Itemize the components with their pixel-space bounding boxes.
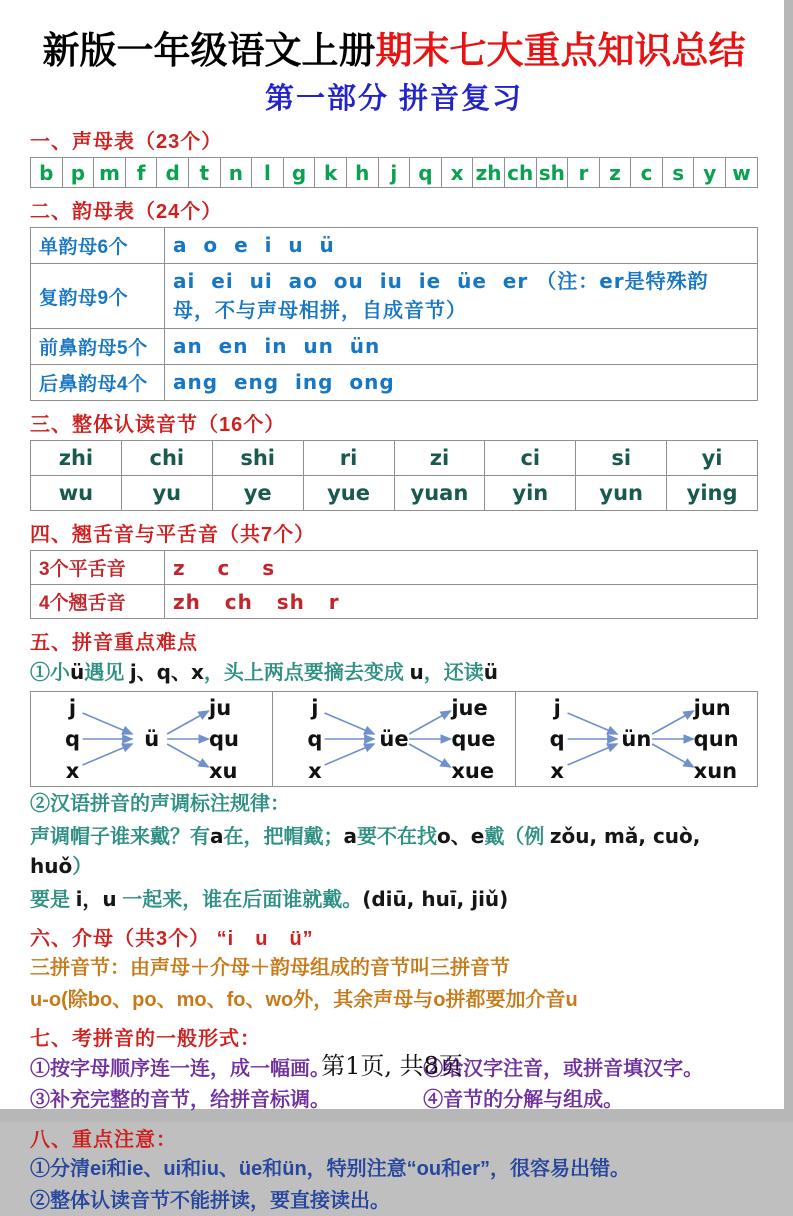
diagram-initial: q — [307, 727, 323, 752]
initial-letter-cell: h — [346, 158, 378, 188]
whole-syllable-cell: yun — [576, 476, 667, 511]
section-heading-whole-syllables: 三、整体认读音节（16个） — [30, 414, 286, 437]
tongue-sounds-table — [30, 550, 758, 619]
section-heading-medials: 六、介母（共3个） “i u ü” — [30, 928, 314, 951]
initial-letter-cell: j — [378, 158, 410, 188]
umlaut-diagram — [516, 692, 757, 786]
initial-letter-cell: ch — [504, 158, 536, 188]
text-segment: 声调帽子谁来戴？有 — [30, 826, 210, 849]
note-line: ②整体认读音节不能拼读，要直接读出。 — [30, 1190, 390, 1213]
initial-letter-cell: p — [62, 158, 94, 188]
finals-row-content: an en in un ün — [165, 329, 758, 365]
diagram-result: jue — [451, 695, 488, 720]
initial-letter-cell: m — [94, 158, 126, 188]
diagram-initial: q — [65, 727, 81, 752]
initial-letter-cell: w — [726, 158, 758, 188]
finals-row — [31, 228, 758, 264]
diagram-initial: x — [308, 758, 322, 783]
whole-syllable-cell: yuan — [394, 476, 485, 511]
whole-syllable-row — [31, 441, 758, 476]
page-subtitle: 第一部分 拼音复习 — [264, 83, 524, 116]
text-segment: zǒu, mǎ, cuò, huǒ — [30, 824, 701, 879]
text-segment: ①小 — [30, 662, 70, 685]
whole-syllable-cell: yin — [485, 476, 576, 511]
initial-letter-cell: d — [157, 158, 189, 188]
text-segment: 要不在找 — [357, 826, 437, 849]
initial-letter-cell: t — [188, 158, 220, 188]
initial-letter-cell: z — [599, 158, 631, 188]
section-heading-finals: 二、韵母表（24个） — [30, 201, 223, 224]
diagram-result: que — [451, 727, 496, 752]
diagram-initial: x — [550, 758, 564, 783]
umlaut-diagram-cell — [31, 692, 273, 787]
page-number: 第1页, 共8页 — [321, 1052, 463, 1080]
whole-syllable-cell: zi — [394, 441, 485, 476]
diagram-result: qu — [209, 727, 239, 752]
whole-syllable-cell: ye — [212, 476, 303, 511]
whole-syllable-cell: ying — [667, 476, 758, 511]
finals-row — [31, 264, 758, 329]
finals-row-label: 前鼻韵母5个 — [31, 329, 165, 365]
exam-form-item: ②给汉字注音，或拼音填汉字。 — [423, 1058, 704, 1081]
diagram-final: ü — [144, 727, 160, 752]
whole-syllable-cell: yue — [303, 476, 394, 511]
initial-letter-cell: b — [31, 158, 63, 188]
initial-letter-cell: q — [410, 158, 442, 188]
whole-syllables-table — [30, 440, 758, 511]
initial-letter-cell: r — [568, 158, 600, 188]
initial-letter-cell: g — [283, 158, 315, 188]
whole-syllable-cell: shi — [212, 441, 303, 476]
diagram-initial: q — [549, 727, 565, 752]
tone-rule-line-2 — [30, 885, 758, 915]
section-heading-exam-forms: 七、考拼音的一般形式： — [30, 1028, 261, 1051]
diagram-initial: j — [553, 695, 561, 720]
whole-syllable-cell: ri — [303, 441, 394, 476]
whole-syllable-cell: yu — [121, 476, 212, 511]
diagram-initial: j — [68, 695, 77, 720]
finals-row — [31, 329, 758, 365]
exam-form-item: ③补充完整的音节，给拼音标调。 — [30, 1089, 330, 1112]
umlaut-rule-line — [30, 658, 758, 688]
umlaut-diagram-row — [31, 692, 758, 787]
whole-syllable-cell: zhi — [31, 441, 122, 476]
whole-syllable-cell: si — [576, 441, 667, 476]
umlaut-diagram — [31, 692, 272, 786]
page-title-black: 新版一年级语文上册 — [42, 30, 376, 71]
text-segment: o、e — [437, 824, 485, 849]
exam-form-item: ④音节的分解与组成。 — [423, 1089, 624, 1112]
tongue-row-label: 4个翘舌音 — [31, 585, 165, 619]
umlaut-diagram-cell — [515, 692, 757, 787]
u-o-rule-line: u-o(除bo、po、mo、fo、wo外，其余声母与o拼都要加介音u — [30, 989, 578, 1012]
finals-row-label: 后鼻韵母4个 — [31, 365, 165, 401]
section-heading-notes: 八、重点注意： — [30, 1129, 177, 1152]
text-segment: 要是 — [30, 889, 76, 912]
diagram-result: qun — [693, 727, 739, 752]
diagram-right-column — [451, 692, 495, 786]
text-segment: ） — [72, 856, 93, 879]
tongue-sound-row — [31, 585, 758, 619]
tongue-row-content: zh ch sh r — [165, 585, 758, 619]
initial-letter-cell: k — [315, 158, 347, 188]
diagram-initial: x — [65, 758, 80, 783]
umlaut-diagram-table — [30, 691, 758, 787]
diagram-result: xue — [451, 758, 495, 783]
finals-table — [30, 227, 758, 401]
section-heading-tongue-sounds: 四、翘舌音与平舌音（共7个） — [30, 524, 316, 547]
section-heading-difficulties: 五、拼音重点难点 — [30, 632, 198, 655]
whole-syllable-row — [31, 476, 758, 511]
initial-letter-cell: zh — [473, 158, 505, 188]
finals-row-content: ang eng ing ong — [165, 365, 758, 401]
diagram-result: xun — [693, 758, 738, 783]
diagram-result: xu — [209, 758, 238, 783]
page-title-red: 期末七大重点知识总结 — [375, 30, 746, 71]
exam-form-item: ①按字母顺序连一连，成一幅画。 — [30, 1058, 330, 1081]
tongue-row-content: z c s — [165, 551, 758, 585]
whole-syllable-cell: yi — [667, 441, 758, 476]
text-segment: j、q、x — [129, 660, 204, 685]
finals-row-content: ai ei ui ao ou iu ie üe er （注：er是特殊韵母，不与声母相拼，自成音节） — [165, 264, 758, 329]
whole-syllable-cell: chi — [121, 441, 212, 476]
umlaut-diagram — [273, 692, 514, 786]
tongue-sound-row — [31, 551, 758, 585]
text-segment: a — [210, 824, 224, 849]
note-line: ①分清ei和ie、ui和iu、üe和ün，特别注意“ou和er”，很容易出错。 — [30, 1158, 631, 1181]
page-title — [30, 28, 758, 74]
whole-syllable-cell: wu — [31, 476, 122, 511]
notes-list — [30, 1155, 758, 1216]
text-segment: i，u — [75, 887, 117, 912]
text-segment: ü — [483, 660, 498, 685]
text-segment: ü — [70, 660, 85, 685]
diagram-final: ün — [621, 727, 652, 752]
tone-rule-line-1 — [30, 822, 758, 882]
tongue-row-label: 3个平舌音 — [31, 551, 165, 585]
initials-row — [31, 158, 758, 188]
finals-row-content: a o e i u ü — [165, 228, 758, 264]
diagram-right-column — [694, 692, 739, 786]
section-heading-initials: 一、声母表（23个） — [30, 131, 223, 154]
text-segment: (diū, huī, jiǔ) — [362, 887, 509, 912]
diagram-final: üe — [379, 727, 409, 752]
finals-row-label: 复韵母9个 — [31, 264, 165, 329]
diagram-initial: j — [311, 695, 319, 720]
three-pin-syllable-line: 三拼音节：由声母＋介母＋韵母组成的音节叫三拼音节 — [30, 957, 510, 980]
diagram-result: ju — [209, 695, 232, 720]
whole-syllable-cell: ci — [485, 441, 576, 476]
text-segment: 遇见 — [84, 662, 130, 685]
text-segment: 在，把帽戴； — [223, 826, 344, 849]
initial-letter-cell: y — [694, 158, 726, 188]
umlaut-diagram-cell — [273, 692, 515, 787]
text-segment: 戴（例 — [484, 826, 550, 849]
initial-letter-cell: c — [631, 158, 663, 188]
text-segment: ，头上两点要摘去变成 — [203, 662, 410, 685]
tone-rule-title: ②汉语拼音的声调标注规律： — [30, 793, 290, 816]
initial-letter-cell: n — [220, 158, 252, 188]
diagram-result: jun — [693, 695, 731, 720]
initial-letter-cell: s — [662, 158, 694, 188]
text-segment: ，还读 — [423, 662, 484, 685]
initial-letter-cell: f — [125, 158, 157, 188]
diagram-right-column — [209, 692, 239, 786]
finals-row — [31, 365, 758, 401]
text-segment: u — [409, 660, 424, 685]
text-segment: 一起来，谁在后面谁就戴。 — [116, 889, 363, 912]
text-segment: a — [343, 824, 357, 849]
initials-table — [30, 157, 758, 188]
initial-letter-cell: sh — [536, 158, 568, 188]
finals-row-label: 单韵母6个 — [31, 228, 165, 264]
initial-letter-cell: l — [252, 158, 284, 188]
initial-letter-cell: x — [441, 158, 473, 188]
